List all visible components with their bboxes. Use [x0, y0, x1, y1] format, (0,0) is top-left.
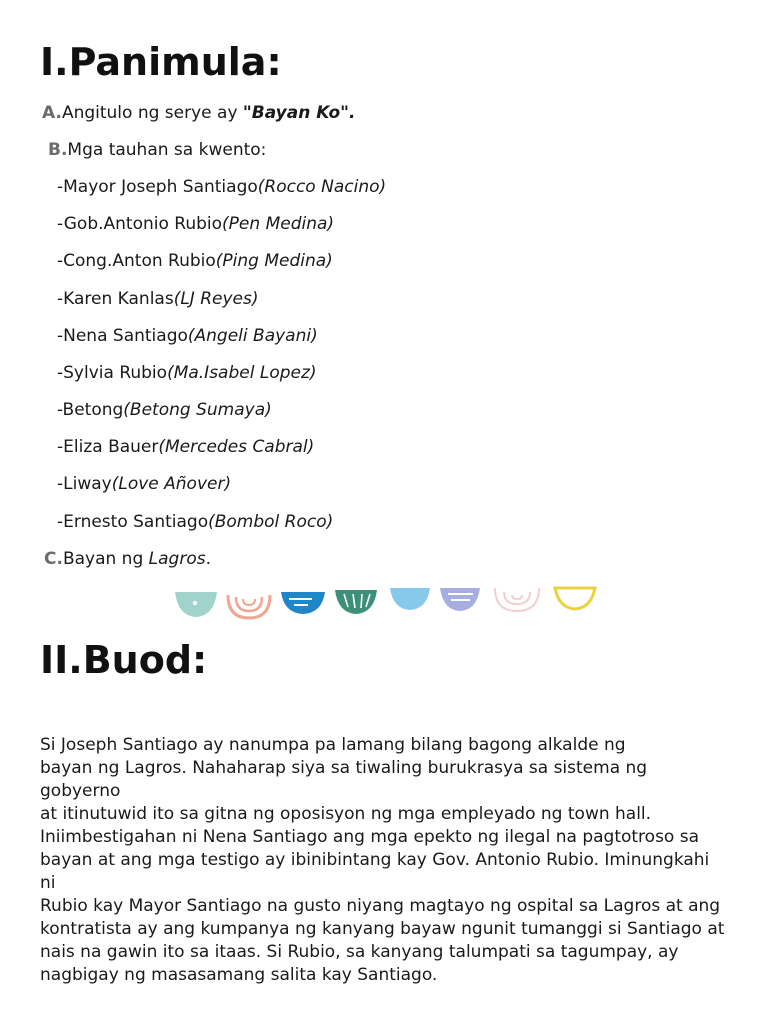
section-heading-panimula: I.Panimula:: [40, 40, 282, 84]
character-line: [57, 362, 317, 384]
character-name: -Betong: [57, 400, 124, 420]
character-line: [57, 213, 334, 235]
decorative-bowls-divider: [172, 582, 602, 622]
actor-name: (Love Añover): [111, 474, 232, 494]
place-name: Lagros: [148, 549, 206, 569]
bowl-icon: [228, 595, 270, 618]
item-c: [44, 548, 211, 570]
character-line: [57, 250, 333, 272]
character-name: -Liway: [57, 474, 112, 494]
actor-name: (LJ Reyes): [173, 289, 259, 309]
actor-name: (Rocco Nacino): [257, 177, 387, 197]
bowl-icon: [555, 588, 595, 609]
character-name: -Eliza Bauer: [57, 437, 159, 457]
item-a-marker: A.: [42, 103, 62, 123]
item-a-end: .: [349, 103, 356, 123]
actor-name: (Ping Medina): [215, 251, 333, 271]
character-name: -Sylvia Rubio: [57, 363, 168, 383]
character-line: [57, 399, 272, 421]
item-a: [42, 102, 356, 124]
character-name: -Mayor Joseph Santiago: [57, 177, 258, 197]
bowl-icon: [390, 588, 430, 610]
character-line: [57, 511, 333, 533]
summary-paragraph: Si Joseph Santiago ay nanumpa pa lamang bilang bagong alkalde ng bayan ng Lagros. Nahaharap siya sa tiwaling burukrasya sa sistema ng gobyerno at itinutuwid ito sa gitna ng oposisyon ng mga empleyado ng town hall. Iniimbestigahan ni Nena Santiago ang mga epekto ng ilegal na pagtotroso sa bayan at ang mga testigo ay ibinibintang kay Gov. Antonio Rubio. Iminungkahi ni Rubio kay Mayor Santiago na gusto niyang magtayo ng ospital sa Lagros at ang kontratista ay ang kumpanya ng kanyang bayaw ngunit tumanggi si Santiago at nais na gawin ito sa itaas. Si Rubio, sa kanyang talumpati sa tagumpay, ay nagbigay ng masasamang salita kay Santiago.: [40, 735, 725, 985]
actor-name: (Mercedes Cabral): [158, 437, 315, 457]
item-c-end: .: [205, 549, 211, 569]
character-line: [57, 473, 231, 495]
item-b: [48, 139, 266, 161]
character-name: -Ernesto Santiago: [57, 512, 209, 532]
item-c-text: Bayan ng: [62, 549, 149, 569]
character-line: [57, 176, 386, 198]
actor-name: (Ma.Isabel Lopez): [167, 363, 317, 383]
item-c-marker: C.: [44, 549, 63, 569]
actor-name: (Betong Sumaya): [123, 400, 272, 420]
character-name: -Nena Santiago: [57, 326, 188, 346]
bowl-icon: [440, 588, 480, 611]
item-b-marker: B.: [48, 140, 68, 160]
character-line: [57, 288, 259, 310]
character-line: [57, 436, 314, 458]
character-name: -Karen Kanlas: [57, 289, 174, 309]
character-name: -Cong.Anton Rubio: [57, 251, 216, 271]
section-heading-buod: II.Buod:: [40, 638, 208, 682]
series-title: "Bayan Ko": [242, 103, 350, 123]
bowl-icon: [175, 592, 217, 617]
item-a-text: Angitulo ng serye ay: [61, 103, 243, 123]
item-b-text: Mga tauhan sa kwento:: [67, 140, 267, 160]
actor-name: (Bombol Roco): [208, 512, 334, 532]
character-line: [57, 325, 318, 347]
character-name: -Gob.Antonio Rubio: [57, 214, 223, 234]
bowl-icon: [281, 592, 325, 614]
actor-name: (Pen Medina): [222, 214, 335, 234]
bowl-icon: [335, 590, 377, 614]
actor-name: (Angeli Bayani): [187, 326, 318, 346]
bowl-icon: [495, 588, 539, 611]
